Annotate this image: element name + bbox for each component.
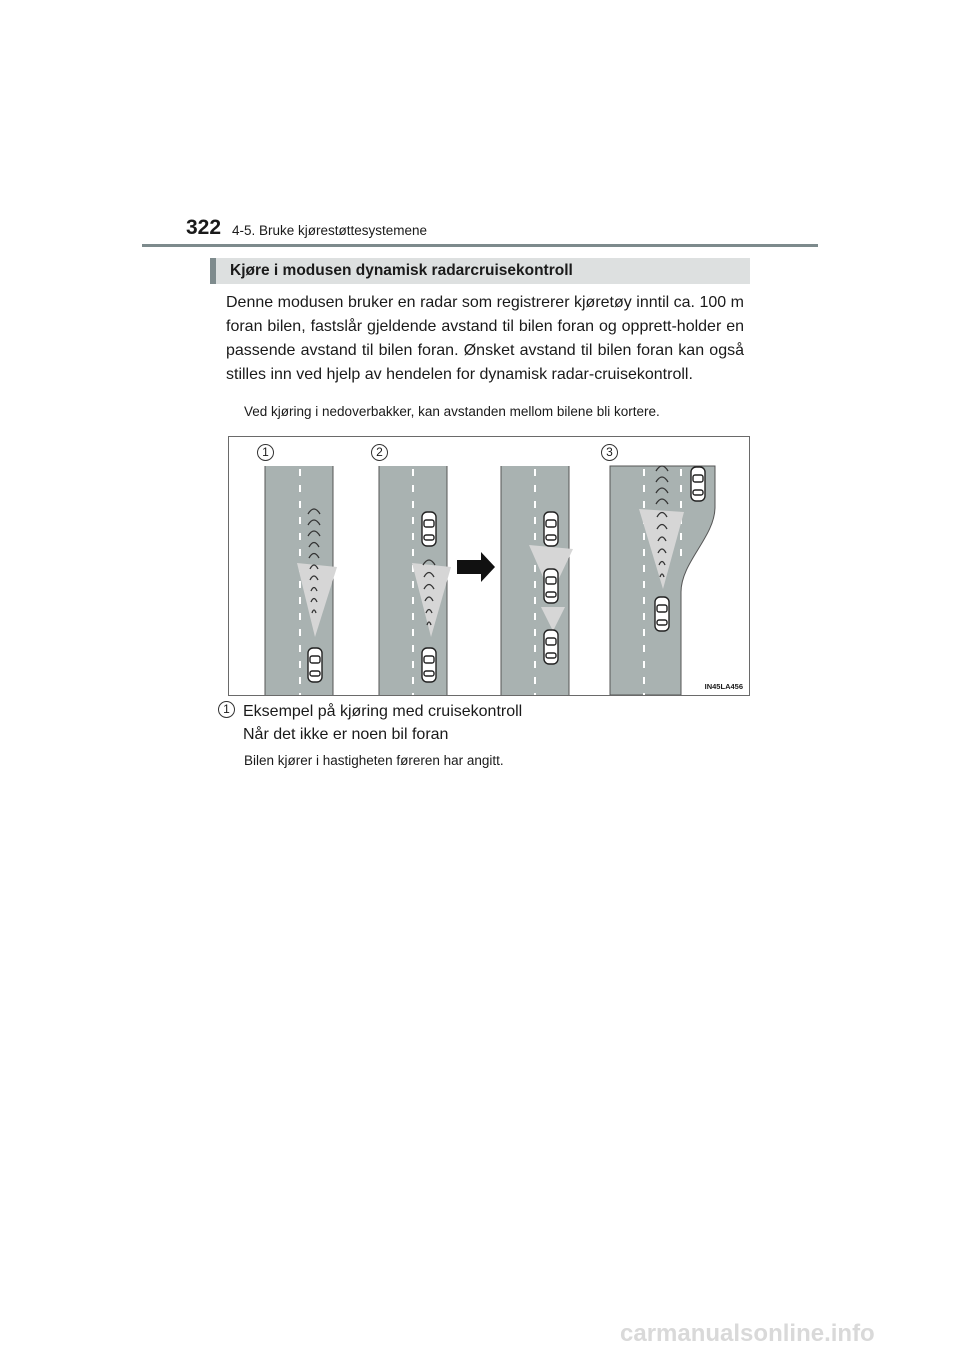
section-title: 4-5. Bruke kjørestøttesystemene bbox=[232, 223, 428, 238]
item-subtitle: Når det ikke er noen bil foran bbox=[243, 726, 449, 743]
direction-arrow-icon bbox=[457, 552, 495, 582]
item-note: Bilen kjører i hastigheten føreren har angitt. bbox=[244, 753, 504, 768]
item-number-badge: 1 bbox=[218, 701, 235, 718]
body-paragraph: Denne modusen bruker en radar som registrerer kjøretøy inntil ca. 100 m foran bilen, fastslår gjeldende avstand til bilen foran og opprett-holder en passende avstand til bilen foran. Ønsket avstand til bilen foran kan også stilles inn ved hjelp av hendelen for dynamisk radar-cruisekontroll. bbox=[226, 294, 744, 383]
figure-code: IN45LA456 bbox=[704, 682, 743, 691]
watermark: carmanualsonline.info bbox=[620, 1320, 875, 1347]
radar-cruise-figure bbox=[228, 436, 750, 696]
page-number: 322 bbox=[186, 216, 222, 239]
callout-3: 3 bbox=[601, 444, 618, 461]
callout-2: 2 bbox=[371, 444, 388, 461]
callout-1: 1 bbox=[257, 444, 274, 461]
section-heading: Kjøre i modusen dynamisk radarcruisekontroll bbox=[230, 262, 573, 279]
road-3 bbox=[501, 466, 569, 695]
info-note: Ved kjøring i nedoverbakker, kan avstanden mellom bilene bli kortere. bbox=[244, 404, 660, 419]
header-divider bbox=[142, 244, 818, 247]
section-heading-box bbox=[210, 258, 750, 284]
item-title: Eksempel på kjøring med cruisekontroll bbox=[243, 703, 523, 720]
figure-illustration bbox=[229, 437, 749, 695]
